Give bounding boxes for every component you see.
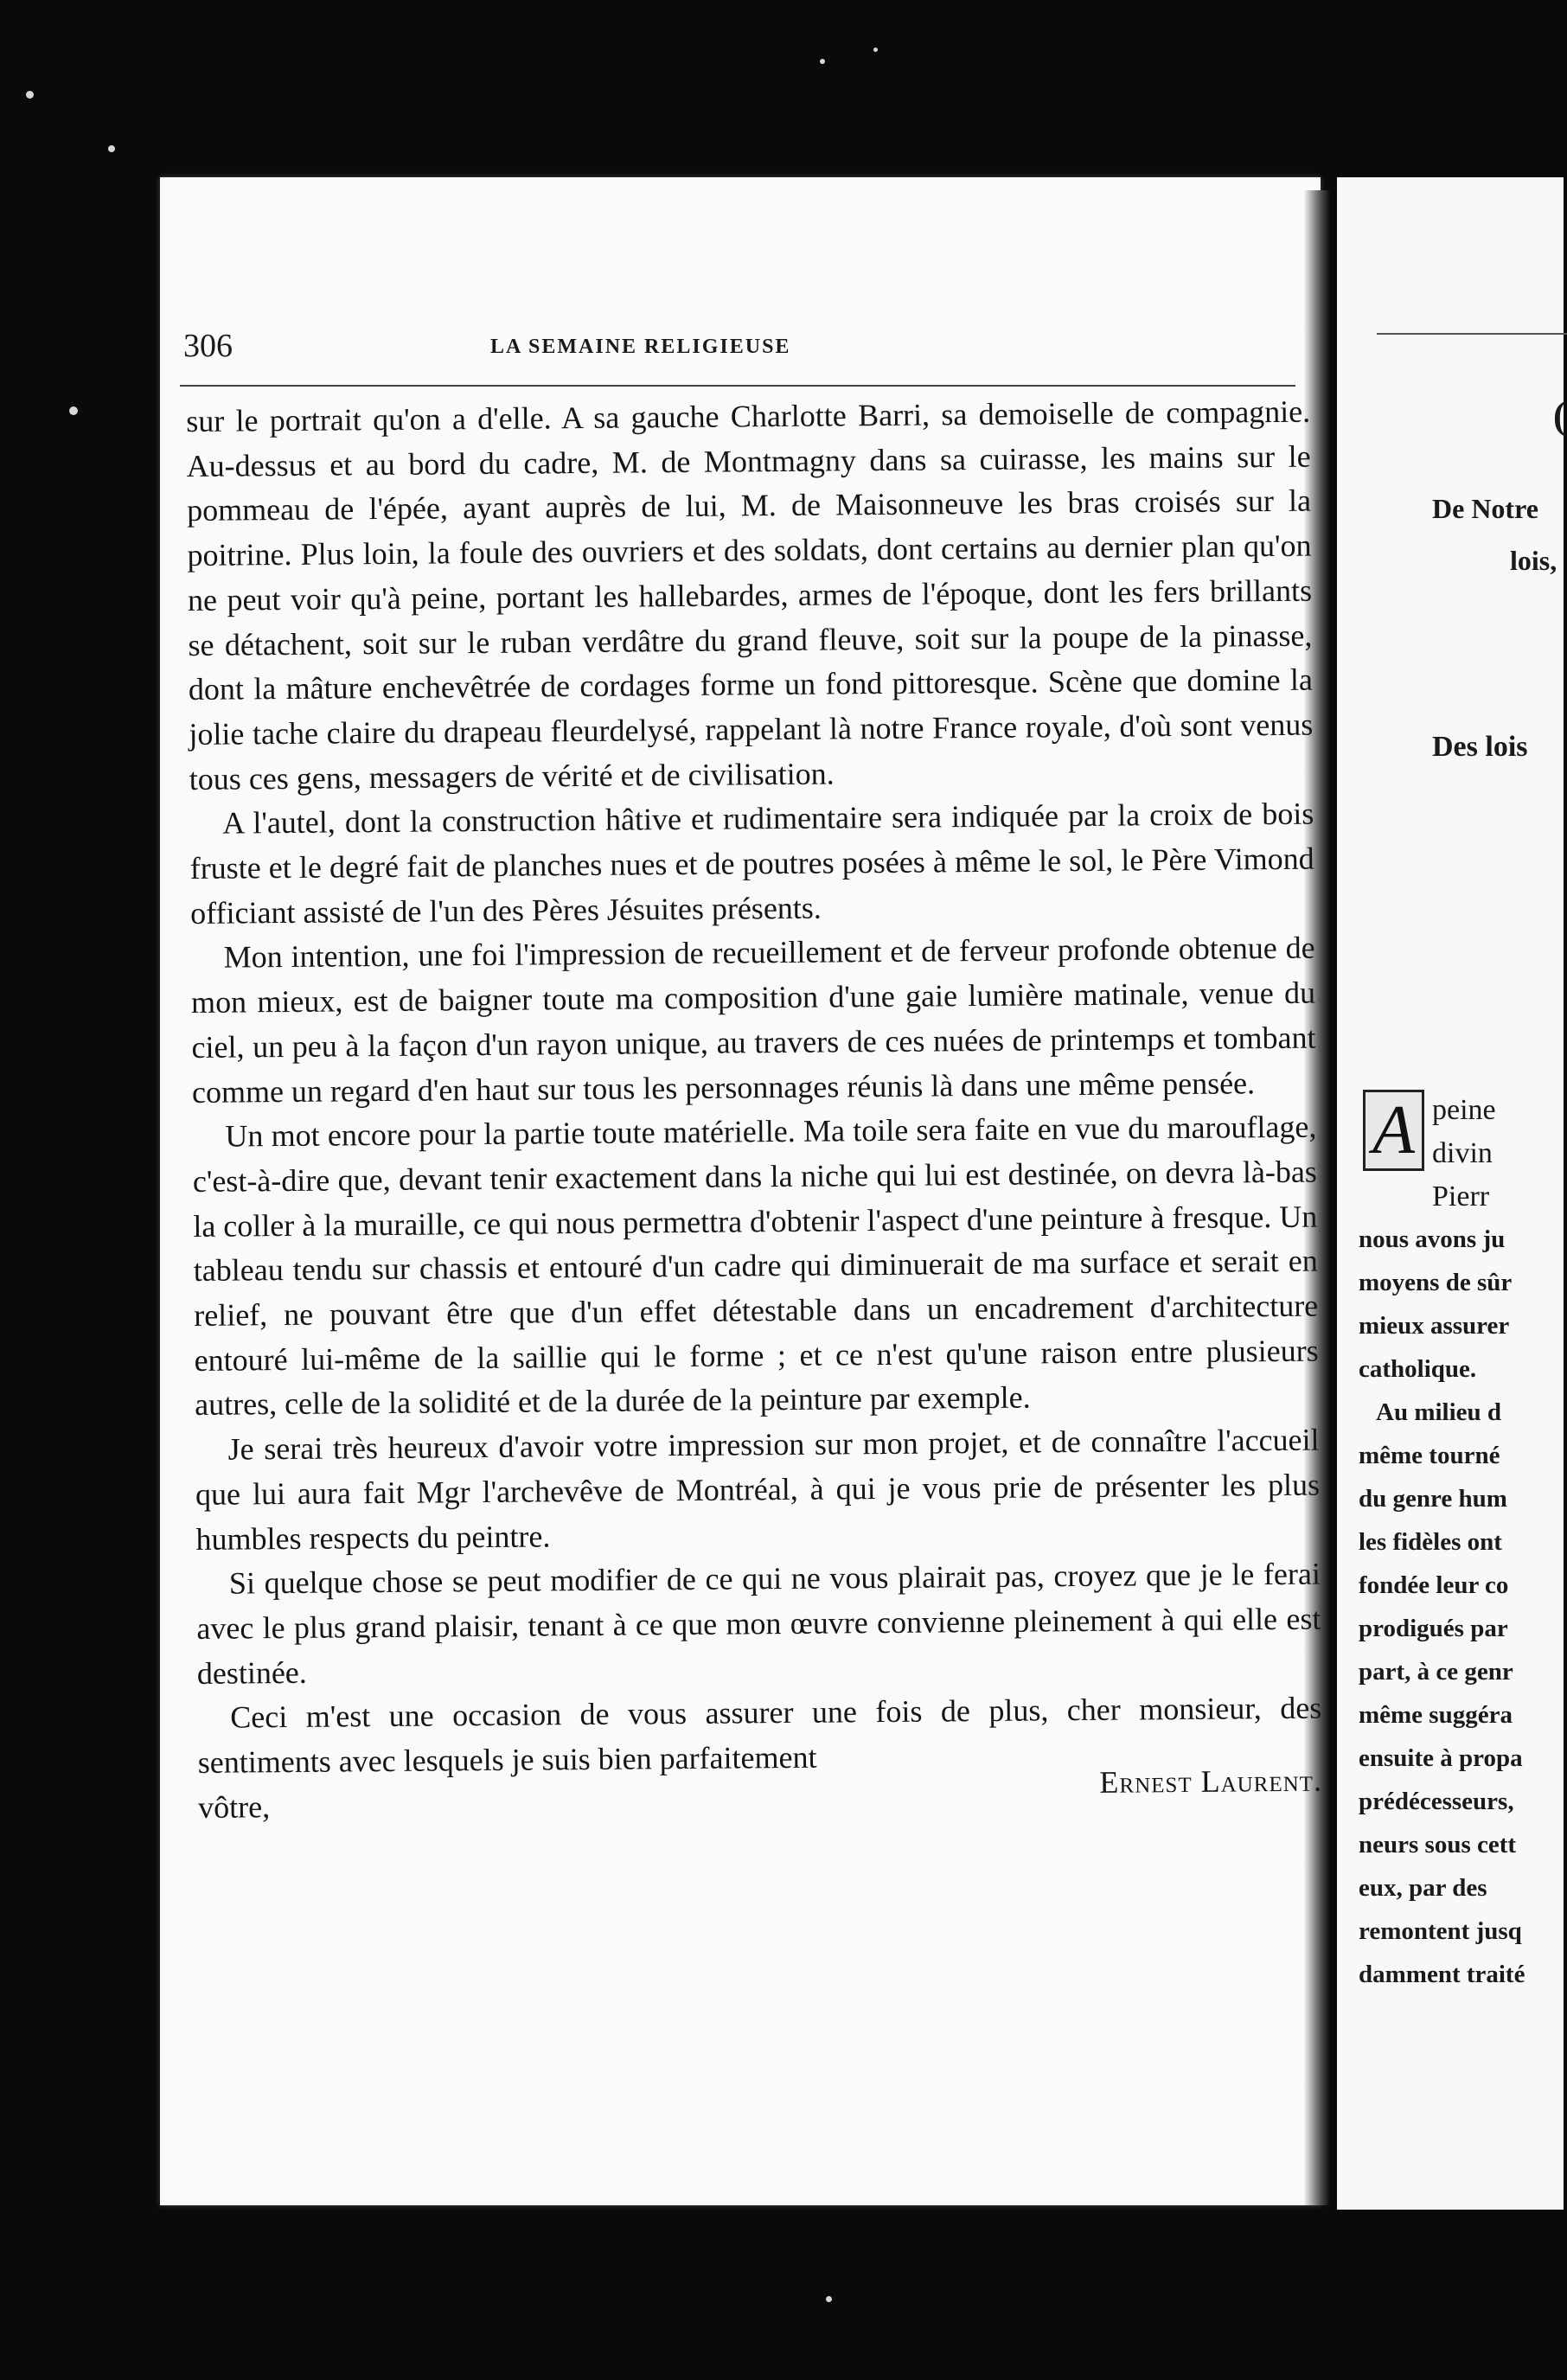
facing-line: du genre hum (1359, 1485, 1507, 1513)
facing-line: mieux assurer (1359, 1312, 1510, 1340)
facing-line: Au milieu d (1376, 1398, 1502, 1426)
facing-line: Des lois (1432, 731, 1528, 763)
facing-line: même suggéra (1359, 1701, 1513, 1729)
facing-line: remontent jusq (1359, 1917, 1522, 1945)
film-speck (820, 59, 825, 64)
facing-line: même tourné (1359, 1442, 1500, 1469)
facing-line: Pierr (1432, 1180, 1490, 1212)
closing-word: vôtre, (198, 1789, 271, 1825)
film-speck (26, 91, 34, 99)
facing-line: De Notre (1432, 493, 1538, 524)
film-speck (108, 145, 115, 152)
facing-line: les fidèles ont (1359, 1528, 1502, 1556)
facing-line: lois, (1510, 545, 1557, 576)
paragraph: Ceci m'est une occasion de vous assurer une fois de plus, cher monsieur, des sentiments avec lesquels je suis bien parfaitement (197, 1690, 1322, 1781)
body-text (186, 390, 1322, 1831)
facing-line: ensuite à propa (1359, 1744, 1523, 1772)
film-speck (826, 2296, 832, 2302)
facing-page (1337, 177, 1564, 2210)
facing-line: part, à ce genr (1359, 1658, 1513, 1686)
facing-line: prodigués par (1359, 1615, 1508, 1642)
page-number: 306 (183, 328, 233, 364)
paragraph: A l'autel, dont la construction hâtive et rudimentaire sera indiquée par la croix de bois fruste et le degré fait de planches nues et de poutres posées à même le sol, le Père Vimond officiant assisté de l'un des Pères Jésuites présents. (189, 796, 1314, 931)
film-speck (69, 406, 78, 415)
author-signature: Ernest Laurent. (1099, 1763, 1323, 1800)
facing-header-rule (1377, 333, 1567, 335)
paragraph: Je serai très heureux d'avoir votre impression sur mon projet, et de connaître l'accueil que lui aura fait Mgr l'archevêve de Montréal, à qui je vous prie de présenter les plus humbles respects du peintre. (195, 1422, 1321, 1557)
facing-line: moyens de sûr (1359, 1269, 1513, 1296)
paragraph: Si quelque chose se peut modifier de ce qui ne vous plairait pas, croyez que je le ferai avec le plus grand plaisir, tenant à ce que mon œuvre convienne pleinement à qui elle est destinée. (196, 1556, 1321, 1691)
running-title: LA SEMAINE RELIGIEUSE (490, 336, 791, 358)
drop-cap-initial: A (1363, 1090, 1424, 1171)
facing-line: damment traité (1359, 1961, 1525, 1988)
facing-line: ( (1553, 394, 1566, 437)
paragraph: sur le portrait qu'on a d'elle. A sa gauche Charlotte Barri, sa demoiselle de compagnie. Au-dessus et au bord du cadre, M. de Montmagny dans sa cuirasse, les mains sur le pommeau de l'épée, ayant auprès de lui, M. de Maisonneuve les bras croisés sur la poitrine. Plus loin, la foule des ouvriers et des soldats, dont certains au dernier plan qu'on ne peut voir qu'à peine, portant les hallebardes, armes de l'époque, dont les fers brillants se détachent, soit sur le ruban verdâtre du grand fleuve, soit sur la poupe de la pinasse, dont la mâture enchevêtrée de cordages forme un fond pittoresque. Scène que domine la jolie tache claire du drapeau fleurdelysé, rappelant là notre France royale, d'où sont venus tous ces gens, messagers de vérité et de civilisation. (186, 393, 1314, 797)
facing-line: nous avons ju (1359, 1225, 1506, 1253)
paragraph: Mon intention, une foi l'impression de recueillement et de ferveur profonde obtenue de mon mieux, est de baigner toute ma composition d'une gaie lumière matinale, venue du ciel, un peu à la façon d'un rayon unique, au travers de ces nuées de printemps et tombant comme un regard d'en haut sur tous les personnages réunis là dans une même pensée. (190, 931, 1316, 1110)
facing-line: fondée leur co (1359, 1571, 1509, 1599)
facing-line: peine (1432, 1094, 1496, 1126)
paragraph: Un mot encore pour la partie toute matérielle. Ma toile sera faite en vue du marouflage, c'est-à-dire que, devant tenir exactement dans la niche qui lui est destinée, on devra là-bas la coller à la muraille, ce qui nous permettra d'obtenir l'aspect d'une peinture à fresque. Un tableau tendu sur chassis et entouré d'un cadre qui diminuerait de ma surface et serait en relief, ne pouvant être que d'un effet détestable dans un encadrement d'architecture entouré lui-même de la saillie qui le forme ; et ce n'est qu'une raison entre plusieurs autres, celle de la solidité et de la durée de la peinture par exemple. (192, 1109, 1319, 1423)
facing-line: divin (1432, 1137, 1493, 1169)
running-header (183, 327, 1334, 379)
facing-line: neurs sous cett (1359, 1831, 1517, 1859)
header-rule (180, 385, 1295, 387)
film-speck (873, 48, 878, 52)
facing-line: eux, par des (1359, 1874, 1487, 1902)
facing-line: catholique. (1359, 1355, 1477, 1383)
facing-line: prédécesseurs, (1359, 1788, 1514, 1815)
